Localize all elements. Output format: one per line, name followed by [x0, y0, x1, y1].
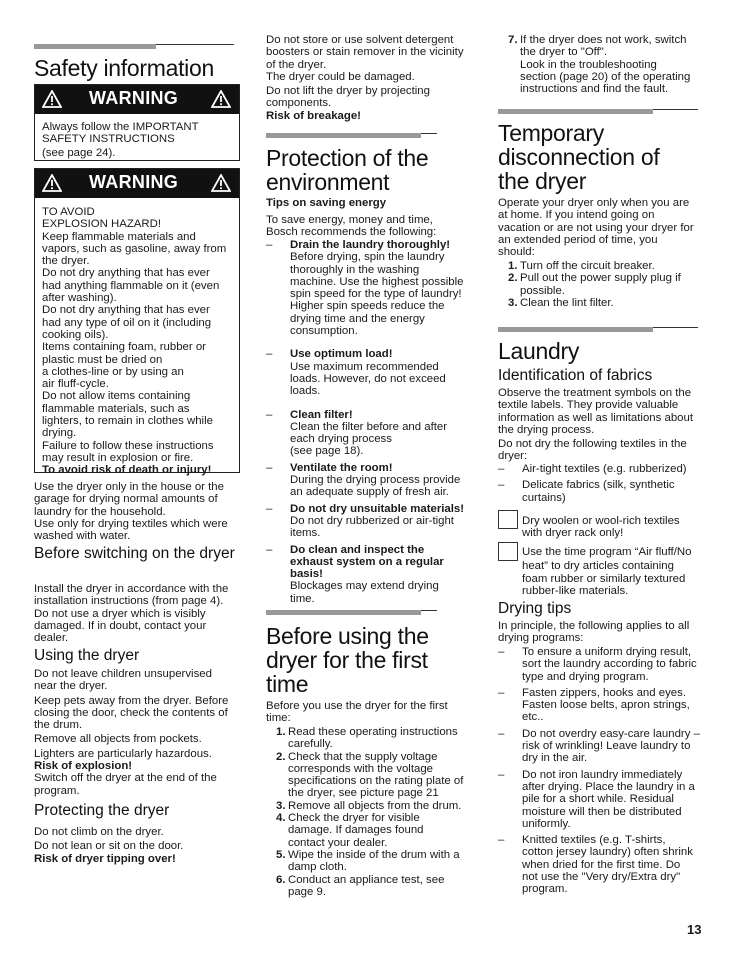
- list-item: – Use optimum load! Use maximum recommended loads. However, do not exceed loads.: [266, 348, 446, 398]
- warning-box-1: [34, 84, 240, 161]
- warning-header: [35, 169, 239, 198]
- list-item: – Do not dry unsuitable materials! Do not dry rubberized or air-tight items.: [266, 502, 465, 540]
- care-symbol-box: [498, 510, 518, 529]
- protecting-dryer-text: Do not climb on the dryer. Do not lean or sit on the door. Risk of dryer tipping over!: [34, 826, 184, 865]
- list-item: 7. If the dryer does not work, switch the dryer to "Off". Look in the troubleshooting section (page 20) of the operating instructions and find the fault.: [508, 34, 691, 96]
- temporary-disconnection-title: Temporary disconnection of the dryer: [498, 120, 660, 194]
- list-item: – Drain the laundry thoroughly! Before drying, spin the laundry thoroughly in the washing machine. Use the highest possible spin speed for the type of laundry! Higher spin speeds reduce the drying time and the energy consumption.: [266, 239, 464, 338]
- identification-text: Observe the treatment symbols on the textile labels. They provide valuable information as well as limitations about the drying process. Do not dry the following textiles in the dryer:: [498, 387, 693, 463]
- warning-header: [35, 85, 239, 114]
- page-number: 13: [687, 922, 702, 937]
- storage-text: Do not store or use solvent detergent boosters or stain remover in the vicinity of the dryer. The dryer could be damaged. Do not lift the dryer by projecting components. Risk of breakage!: [266, 34, 464, 122]
- laundry-title: Laundry: [498, 338, 580, 364]
- temporary-steps: [498, 260, 700, 309]
- first-use-steps: [266, 726, 470, 898]
- list-item: – Do not overdry easy-care laundry – risk of wrinkling! Leave laundry to dry in the air.: [498, 727, 700, 765]
- safety-title: Safety information: [34, 55, 214, 81]
- drying-tips-list: [498, 646, 700, 896]
- drying-tips-title: Drying tips: [498, 600, 572, 617]
- environment-title: Protection of the environment: [266, 145, 429, 195]
- list-item: 1. Turn off the circuit breaker.: [508, 260, 655, 272]
- list-item: – Do not iron laundry immediately after drying. Place the laundry in a pile for a short while. Residual moisture will then be distributed uniformly.: [498, 768, 695, 830]
- list-item: 2. Check that the supply voltage corresponds with the voltage specifications on the rating plate of the dryer, see picture page 21: [276, 750, 464, 800]
- drying-tips-intro: In principle, the following applies to all drying programs:: [498, 620, 690, 645]
- tips-list: [266, 239, 470, 605]
- section-rule: [34, 44, 234, 45]
- section-rule: [498, 327, 698, 328]
- warning-triangle-icon: [42, 90, 62, 108]
- first-use-intro: Before you use the dryer for the first time:: [266, 700, 448, 725]
- list-item: – Do clean and inspect the exhaust system on a regular basis! Blockages may extend drying time.: [266, 543, 444, 605]
- warning-triangle-icon: [211, 174, 231, 192]
- tips-intro: To save energy, money and time, Bosch recommends the following:: [266, 214, 437, 239]
- warning-1-text: Always follow the IMPORTANT SAFETY INSTRUCTIONS (see page 24).: [42, 121, 199, 159]
- section-rule: [498, 109, 698, 110]
- identification-title: Identification of fabrics: [498, 367, 653, 384]
- list-item: – Clean filter! Clean the filter before and after each drying process (see page 18).: [266, 408, 448, 458]
- using-dryer-text: Do not leave children unsupervised near the dryer. Keep pets away from the dryer. Before closing the door, check the contents of the drum. Remove all objects from pockets. Lighters are particularly hazardous. Risk of explosion! Switch off the dryer at the end of the program.: [34, 668, 229, 797]
- list-item: – Ventilate the room! During the drying process provide an adequate supply of fresh air.: [266, 461, 461, 499]
- care-symbol-box: [498, 542, 518, 561]
- protecting-dryer-title: Protecting the dryer: [34, 802, 170, 819]
- list-item: 3. Remove all objects from the drum.: [276, 799, 462, 812]
- list-item: – Fasten zippers, hooks and eyes. Fasten loose belts, apron strings, etc..: [498, 686, 690, 724]
- list-item: – Air-tight textiles (e.g. rubberized): [498, 463, 687, 475]
- using-dryer-title: Using the dryer: [34, 647, 140, 664]
- warning-2-footer: To avoid risk of death or injury!: [42, 464, 212, 477]
- care-symbol-2-text: Use the time program “Air fluff/No heat” to dry articles containing foam rubber or similarly textured rubber-like materials.: [522, 546, 692, 598]
- usage-text: Use the dryer only in the house or the garage for drying normal amounts of laundry for the household. Use only for drying textiles which were washed with water.: [34, 481, 228, 543]
- care-symbol-1-text: Dry woolen or wool-rich textiles with dryer rack only!: [522, 515, 680, 540]
- list-item: 5. Wipe the inside of the drum with a damp cloth.: [276, 848, 460, 874]
- list-item: – Delicate fabrics (silk, synthetic curtains): [498, 479, 675, 504]
- list-item: 4. Check the dryer for visible damage. If damages found contact your dealer.: [276, 812, 424, 849]
- tips-title: Tips on saving energy: [266, 197, 387, 209]
- section-rule: [266, 133, 437, 134]
- step-7: [498, 34, 700, 95]
- list-item: – Knitted textiles (e.g. T-shirts, cotton jersey laundry) often shrink when dried for the first time. Do not use the "Very dry/Extra dry" program.: [498, 834, 693, 896]
- warning-triangle-icon: [211, 90, 231, 108]
- before-switching-text: Install the dryer in accordance with the installation instructions (from page 4). Do not use a dryer which is visibly damaged. If in doubt, contact your dealer.: [34, 583, 229, 645]
- warning-2-text: TO AVOID EXPLOSION HAZARD! Keep flammable materials and vapors, such as gasoline, away from the dryer. Do not dry anything that has ever had anything flammable on it (even after washing). Do not dry anything that has ever had any type of oil on it (including cooking oils). Items containing foam, rubber or plastic must be dried on a clothes-line or by using an air fluff-cycle. Do not allow items containing flammable materials, such as lighters, to remain in clothes while drying. Failure to follow these instructions may result in explosion or fire. To avoid risk of death or injury!: [42, 206, 235, 477]
- list-item: 2. Pull out the power supply plug if possible.: [508, 272, 681, 297]
- list-item: 3. Clean the lint filter.: [508, 296, 614, 309]
- list-item: – To ensure a uniform drying result, sort the laundry according to fabric type and drying program.: [498, 646, 697, 683]
- first-use-title: Before using the dryer for the first time: [266, 623, 429, 697]
- list-item: 6. Conduct an appliance test, see page 9.: [276, 873, 445, 898]
- warning-label: WARNING: [89, 88, 179, 108]
- list-item: 1. Read these operating instructions carefully.: [276, 726, 458, 751]
- identification-list: [498, 463, 700, 504]
- before-switching-title: Before switching on the dryer: [34, 545, 235, 562]
- section-rule: [266, 610, 437, 611]
- warning-triangle-icon: [42, 174, 62, 192]
- warning-label: WARNING: [89, 172, 179, 192]
- temporary-intro: Operate your dryer only when you are at home. If you intend going on vacation or are not using your dryer for an extended period of time, you should:: [498, 197, 694, 259]
- warning-box-2: [34, 168, 240, 477]
